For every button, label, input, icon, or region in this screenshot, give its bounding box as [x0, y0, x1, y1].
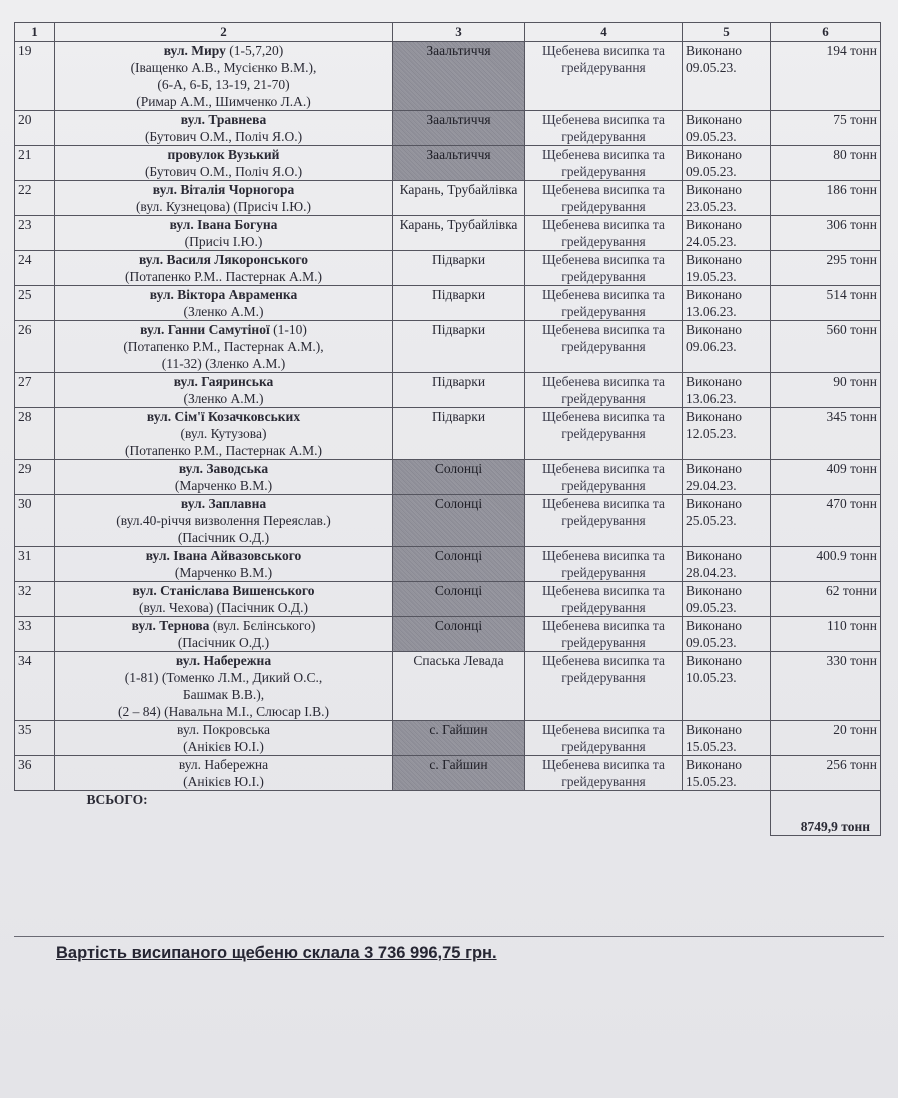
street-name-bold: вул. Івана Богуна — [169, 217, 278, 232]
header-col-2: 2 — [55, 23, 393, 42]
row-number: 20 — [15, 111, 55, 146]
work-type-cell: Щебенева висипка та грейдерування — [525, 495, 683, 547]
status-cell: Виконано 15.05.23. — [683, 756, 771, 791]
table-row — [15, 286, 881, 321]
work-type-cell: Щебенева висипка та грейдерування — [525, 216, 683, 251]
row-number: 30 — [15, 495, 55, 547]
status-cell: Виконано 24.05.23. — [683, 216, 771, 251]
street-name-rest: (вул. Бєлінського) — [209, 618, 316, 633]
street-name-bold: вул. Віталія Чорногора — [152, 182, 295, 197]
street-cell — [55, 652, 393, 721]
location-cell: Солонці — [393, 547, 525, 582]
street-name-bold: вул. Миру — [163, 43, 226, 58]
status-cell: Виконано 12.05.23. — [683, 408, 771, 460]
street-name — [58, 756, 389, 773]
row-number: 24 — [15, 251, 55, 286]
amount-cell: 560 тонн — [771, 321, 881, 373]
responsible-line: (Зленко А.М.) — [183, 391, 264, 406]
table-row — [15, 756, 881, 791]
cost-summary: Вартість висипаного щебеню склала 3 736 996,75 грн. — [56, 944, 497, 962]
work-type-cell: Щебенева висипка та грейдерування — [525, 721, 683, 756]
table-row — [15, 460, 881, 495]
divider — [14, 936, 884, 937]
works-table — [14, 22, 881, 836]
street-cell — [55, 460, 393, 495]
total-label: ВСЬОГО: — [86, 792, 148, 807]
work-type-cell: Щебенева висипка та грейдерування — [525, 460, 683, 495]
location-cell: Карань, Трубайлівка — [393, 181, 525, 216]
responsible-line: (Римар А.М., Шимченко Л.А.) — [136, 94, 311, 109]
work-type-cell: Щебенева висипка та грейдерування — [525, 582, 683, 617]
street-name — [58, 495, 389, 512]
location-cell: с. Гайшин — [393, 756, 525, 791]
street-name — [58, 373, 389, 390]
amount-cell: 194 тонн — [771, 42, 881, 111]
street-name — [58, 321, 389, 338]
amount-cell: 80 тонн — [771, 146, 881, 181]
street-cell — [55, 216, 393, 251]
street-cell — [55, 756, 393, 791]
amount-cell: 256 тонн — [771, 756, 881, 791]
street-name — [58, 617, 389, 634]
responsible-line: (Потапенко Р.М., Пастернак А.М.), — [123, 339, 324, 354]
table-row — [15, 721, 881, 756]
responsible-line: (Марченко В.М.) — [174, 478, 273, 493]
amount-cell: 62 тонни — [771, 582, 881, 617]
street-name-bold: вул. Тернова — [131, 618, 210, 633]
responsible-line: (Зленко А.М.) — [183, 304, 264, 319]
responsible-line: (Анікієв Ю.І.) — [183, 739, 264, 754]
amount-cell: 330 тонн — [771, 652, 881, 721]
amount-cell: 295 тонн — [771, 251, 881, 286]
table-row — [15, 408, 881, 460]
work-type-cell: Щебенева висипка та грейдерування — [525, 111, 683, 146]
responsible-line: (6-А, 6-Б, 13-19, 21-70) — [157, 77, 290, 92]
amount-cell: 186 тонн — [771, 181, 881, 216]
responsible-line: (1-81) (Томенко Л.М., Дикий О.С., — [124, 670, 323, 685]
work-type-cell: Щебенева висипка та грейдерування — [525, 652, 683, 721]
street-name — [58, 146, 389, 163]
responsible-line: (2 – 84) (Навальна М.І., Слюсар І.В.) — [118, 704, 329, 719]
row-number: 32 — [15, 582, 55, 617]
street-name — [58, 216, 389, 233]
location-cell: Заальтиччя — [393, 111, 525, 146]
street-cell — [55, 408, 393, 460]
street-name — [58, 721, 389, 738]
street-name — [58, 547, 389, 564]
responsible-line: (вул. Кузнецова) (Присіч І.Ю.) — [135, 199, 312, 214]
status-cell: Виконано 09.06.23. — [683, 321, 771, 373]
amount-cell: 345 тонн — [771, 408, 881, 460]
amount-cell: 409 тонн — [771, 460, 881, 495]
amount-cell: 400.9 тонн — [771, 547, 881, 582]
street-name-rest: (1-10) — [269, 322, 307, 337]
street-name-rest: вул. Покровська — [177, 722, 270, 737]
amount-cell: 90 тонн — [771, 373, 881, 408]
street-name — [58, 286, 389, 303]
row-number: 36 — [15, 756, 55, 791]
street-cell — [55, 547, 393, 582]
work-type-cell: Щебенева висипка та грейдерування — [525, 373, 683, 408]
street-cell — [55, 495, 393, 547]
row-number: 23 — [15, 216, 55, 251]
row-number: 26 — [15, 321, 55, 373]
responsible-line: Башмак В.В.), — [182, 687, 265, 702]
table-row — [15, 373, 881, 408]
location-cell: с. Гайшин — [393, 721, 525, 756]
responsible-line: (Бутович О.М., Поліч Я.О.) — [144, 129, 303, 144]
status-cell: Виконано 29.04.23. — [683, 460, 771, 495]
responsible-line: (Потапенко Р.М., Пастернак А.М.) — [125, 443, 322, 458]
location-cell: Підварки — [393, 251, 525, 286]
table-row — [15, 42, 881, 111]
work-type-cell: Щебенева висипка та грейдерування — [525, 617, 683, 652]
table-row — [15, 495, 881, 547]
street-cell — [55, 617, 393, 652]
street-cell — [55, 582, 393, 617]
street-name-bold: вул. Станіслава Вишенського — [132, 583, 315, 598]
table-row — [15, 321, 881, 373]
amount-cell: 306 тонн — [771, 216, 881, 251]
header-col-6: 6 — [771, 23, 881, 42]
street-name-bold: вул. Сім'ї Козачковських — [146, 409, 301, 424]
street-name-rest: (1-5,7,20) — [225, 43, 284, 58]
amount-cell: 514 тонн — [771, 286, 881, 321]
street-name-bold: вул. Травнева — [180, 112, 267, 127]
location-cell: Підварки — [393, 373, 525, 408]
location-cell: Підварки — [393, 286, 525, 321]
status-cell: Виконано 09.05.23. — [683, 42, 771, 111]
amount-cell: 470 тонн — [771, 495, 881, 547]
location-cell: Солонці — [393, 582, 525, 617]
location-cell: Солонці — [393, 495, 525, 547]
street-name-bold: вул. Гаяринська — [173, 374, 274, 389]
location-cell: Спаська Левада — [393, 652, 525, 721]
responsible-line: (Пасічник О.Д.) — [177, 530, 270, 545]
street-cell — [55, 111, 393, 146]
location-cell: Солонці — [393, 460, 525, 495]
table-row — [15, 216, 881, 251]
table-body — [15, 42, 881, 791]
table-row — [15, 617, 881, 652]
street-cell — [55, 286, 393, 321]
status-cell: Виконано 28.04.23. — [683, 547, 771, 582]
status-cell: Виконано 13.06.23. — [683, 373, 771, 408]
work-type-cell: Щебенева висипка та грейдерування — [525, 756, 683, 791]
status-cell: Виконано 23.05.23. — [683, 181, 771, 216]
street-name — [58, 652, 389, 669]
row-number: 27 — [15, 373, 55, 408]
street-name — [58, 251, 389, 268]
location-cell: Заальтиччя — [393, 42, 525, 111]
street-name — [58, 582, 389, 599]
work-type-cell: Щебенева висипка та грейдерування — [525, 146, 683, 181]
table-row — [15, 652, 881, 721]
header-col-1: 1 — [15, 23, 55, 42]
responsible-line: (Потапенко Р.М.. Пастернак А.М.) — [125, 269, 322, 284]
work-type-cell: Щебенева висипка та грейдерування — [525, 547, 683, 582]
street-cell — [55, 146, 393, 181]
street-cell — [55, 181, 393, 216]
location-cell: Солонці — [393, 617, 525, 652]
work-type-cell: Щебенева висипка та грейдерування — [525, 286, 683, 321]
status-cell: Виконано 13.06.23. — [683, 286, 771, 321]
street-name-bold: вул. Ганни Самутіної — [140, 322, 270, 337]
table-row — [15, 547, 881, 582]
location-cell: Карань, Трубайлівка — [393, 216, 525, 251]
street-name-bold: вул. Віктора Авраменка — [149, 287, 298, 302]
street-name — [58, 111, 389, 128]
street-name-rest: вул. Набережна — [178, 757, 269, 772]
row-number: 21 — [15, 146, 55, 181]
responsible-line: (Бутович О.М., Поліч Я.О.) — [144, 164, 303, 179]
street-cell — [55, 321, 393, 373]
status-cell: Виконано 25.05.23. — [683, 495, 771, 547]
responsible-line: (вул. Чехова) (Пасічник О.Д.) — [138, 600, 309, 615]
responsible-line: (11-32) (Зленко А.М.) — [161, 356, 286, 371]
responsible-line: (Анікієв Ю.І.) — [183, 774, 264, 789]
total-row — [15, 791, 881, 836]
row-number: 25 — [15, 286, 55, 321]
row-number: 33 — [15, 617, 55, 652]
table-row — [15, 181, 881, 216]
street-cell — [55, 721, 393, 756]
work-type-cell: Щебенева висипка та грейдерування — [525, 251, 683, 286]
status-cell: Виконано 09.05.23. — [683, 617, 771, 652]
table-row — [15, 111, 881, 146]
responsible-line: (вул. Кутузова) — [180, 426, 267, 441]
street-name — [58, 460, 389, 477]
header-col-4: 4 — [525, 23, 683, 42]
row-number: 28 — [15, 408, 55, 460]
responsible-line: (вул.40-річчя визволення Переяслав.) — [116, 513, 331, 528]
street-name — [58, 181, 389, 198]
amount-cell: 110 тонн — [771, 617, 881, 652]
row-number: 35 — [15, 721, 55, 756]
table-header-row — [15, 23, 881, 42]
street-cell — [55, 373, 393, 408]
header-col-3: 3 — [393, 23, 525, 42]
status-cell: Виконано 09.05.23. — [683, 146, 771, 181]
status-cell: Виконано 10.05.23. — [683, 652, 771, 721]
street-name-bold: вул. Заплавна — [180, 496, 267, 511]
responsible-line: (Іващенко А.В., Мусієнко В.М.), — [130, 60, 317, 75]
street-name-bold: вул. Набережна — [175, 653, 272, 668]
street-cell — [55, 251, 393, 286]
location-cell: Підварки — [393, 408, 525, 460]
header-col-5: 5 — [683, 23, 771, 42]
street-name-bold: вул. Івана Айвазовського — [145, 548, 302, 563]
status-cell: Виконано 19.05.23. — [683, 251, 771, 286]
amount-cell: 75 тонн — [771, 111, 881, 146]
street-name-bold: вул. Василя Лякоронського — [138, 252, 309, 267]
responsible-line: (Марченко В.М.) — [174, 565, 273, 580]
work-type-cell: Щебенева висипка та грейдерування — [525, 408, 683, 460]
table-row — [15, 582, 881, 617]
status-cell: Виконано 15.05.23. — [683, 721, 771, 756]
status-cell: Виконано 09.05.23. — [683, 111, 771, 146]
total-value: 8749,9 тонн — [771, 791, 881, 836]
street-name-bold: провулок Вузький — [167, 147, 280, 162]
responsible-line: (Пасічник О.Д.) — [177, 635, 270, 650]
row-number: 31 — [15, 547, 55, 582]
amount-cell: 20 тонн — [771, 721, 881, 756]
table-row — [15, 251, 881, 286]
row-number: 22 — [15, 181, 55, 216]
street-name-bold: вул. Заводська — [178, 461, 269, 476]
responsible-line: (Присіч І.Ю.) — [184, 234, 263, 249]
row-number: 29 — [15, 460, 55, 495]
street-name — [58, 42, 389, 59]
location-cell: Заальтиччя — [393, 146, 525, 181]
table-row — [15, 146, 881, 181]
status-cell: Виконано 09.05.23. — [683, 582, 771, 617]
row-number: 34 — [15, 652, 55, 721]
work-type-cell: Щебенева висипка та грейдерування — [525, 321, 683, 373]
location-cell: Підварки — [393, 321, 525, 373]
row-number: 19 — [15, 42, 55, 111]
street-name — [58, 408, 389, 425]
work-type-cell: Щебенева висипка та грейдерування — [525, 181, 683, 216]
street-cell — [55, 42, 393, 111]
work-type-cell: Щебенева висипка та грейдерування — [525, 42, 683, 111]
